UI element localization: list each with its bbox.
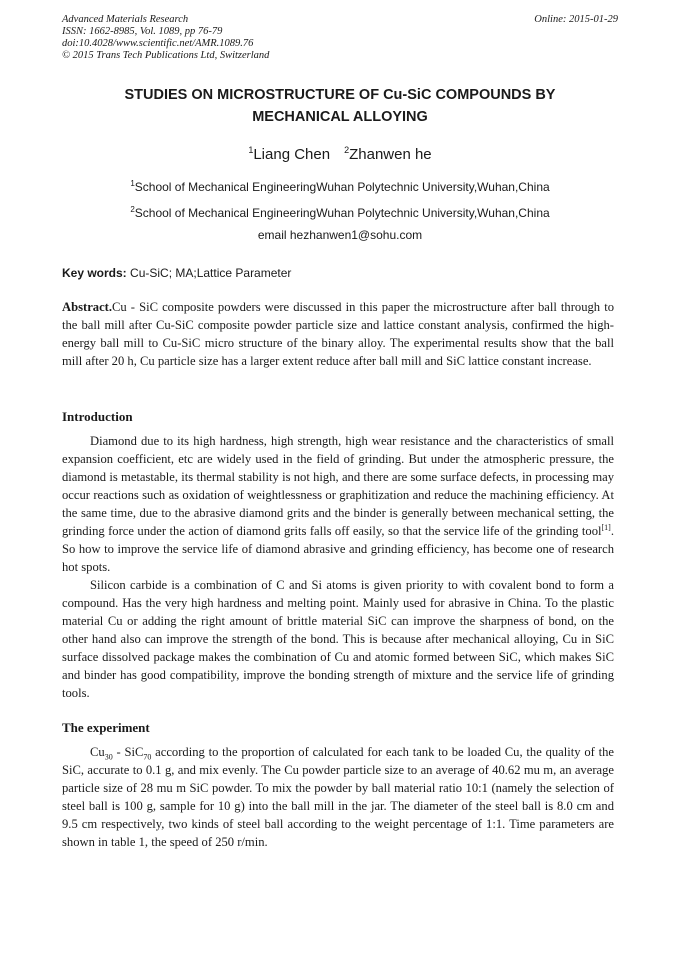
formula-cu-sub: 30	[104, 752, 113, 762]
introduction-body	[62, 432, 614, 702]
affiliation-2-sup: 2	[130, 205, 135, 214]
introduction-heading: Introduction	[62, 409, 133, 424]
experiment-paragraph-1	[62, 743, 614, 851]
abstract-text: Cu - SiC composite powders were discussed in this paper the microstructure after ball through to the ball mill after Cu-SiC composite powder particle size and lattice constant analysis, confirmed the high-energy ball mill to Cu-SiC micro structure of the binary alloy. The experimental results show that the ball mill after 20 h, Cu particle size has a larger extent reduce after ball mill and SiC lattice constant increase.	[62, 300, 614, 368]
introduction-paragraph-1	[62, 432, 614, 576]
author-2-name: Zhanwen he	[349, 146, 432, 163]
author-1-sup: 1	[248, 145, 254, 155]
author-1-name: Liang Chen	[253, 146, 331, 163]
title-line-2: MECHANICAL ALLOYING	[252, 109, 428, 125]
experiment-body	[62, 743, 614, 851]
formula-cu: Cu	[90, 745, 105, 759]
affiliation-1	[62, 176, 618, 195]
author-2	[344, 146, 432, 163]
journal-header	[62, 14, 618, 62]
affiliation-2-text: School of Mechanical EngineeringWuhan Polytechnic University,Wuhan,China	[134, 206, 550, 220]
paper-title	[62, 84, 618, 128]
experiment-p1-text: according to the proportion of calculated for each tank to be loaded Cu, the quality of the SiC, accurate to 0.1 g, and mix evenly. The Cu powder particle size to an average of 40.62 mu m, an average particle size of 28 mu m SiC powder. To mix the powder by ball material ratio 10:1 (namely the selection of steel ball is 100 g, sample for 10 g) into the ball mill in the jar. The diameter of the steel ball is 8.0 cm and 9.5 cm respectively, two kinds of steel ball according to the weight percentage of 1:1. Time parameters are shown in table 1, the speed of 250 r/min.	[62, 745, 614, 849]
online-date: Online: 2015-01-29	[534, 14, 618, 25]
experiment-heading: The experiment	[62, 720, 150, 735]
abstract-label: Abstract.	[62, 300, 113, 314]
keywords-text: Cu-SiC; MA;Lattice Parameter	[126, 266, 292, 280]
abstract	[62, 298, 614, 370]
title-line-1: STUDIES ON MICROSTRUCTURE OF Cu-SiC COMPOUNDS BY	[124, 87, 556, 103]
introduction-paragraph-2: Silicon carbide is a combination of C and Si atoms is given priority to with covalent bond to form a compound. Has the very high hardness and melting point. Mainly used for abrasive in China. To the plastic material Cu or adding the right amount of brittle material SiC can improve the sharpness of bond, on the other hand also can improve the strength of the bond. This is because after mechanical alloying, Cu in SiC surface dissolved package makes the combination of Cu and atomic formed between SiC, which makes SiC and binder has good compatibility, improve the bonding strength of mixture and the service life of grinding tools.	[62, 578, 614, 700]
keywords-label: Key words:	[62, 266, 127, 280]
affiliation-1-sup: 1	[130, 179, 135, 188]
keywords	[62, 265, 618, 281]
intro-p1-text-a: Diamond due to its high hardness, high strength, high wear resistance and the characteristics of small expansion coefficient, etc are widely used in the field of grinding. But under the atmospheric pressure, the diamond is metastable, its thermal stability is not high, and there are some surface defects, in processing may occur reactions such as oxidation of weightlessness or graphitization and reduce the machining efficiency. At the same time, due to the abrasive diamond grits and the binder is generally between mechanical setting, the grinding force under the action of diamond grits falls off easily, so that the service life of the grinding tool	[62, 434, 614, 538]
journal-name: Advanced Materials Research	[62, 14, 189, 25]
formula-sic-sub: 70	[143, 752, 152, 762]
affiliation-1-text: School of Mechanical EngineeringWuhan Polytechnic University,Wuhan,China	[134, 180, 550, 194]
author-list	[62, 140, 618, 165]
formula-sep: - SiC	[112, 745, 144, 759]
author-2-sup: 2	[344, 145, 350, 155]
author-email: email hezhanwen1@sohu.com	[257, 228, 423, 242]
citation-ref-1: [1]	[601, 522, 611, 532]
intro-p1-text-b: . So how to improve the service life of diamond abrasive and grinding efficiency, has become one of research hot spots.	[62, 524, 614, 574]
journal-copyright: © 2015 Trans Tech Publications Ltd, Switzerland	[62, 50, 270, 61]
affiliation-2	[62, 202, 618, 221]
author-1	[248, 146, 330, 163]
journal-doi: doi:10.4028/www.scientific.net/AMR.1089.76	[62, 38, 254, 49]
journal-issn: ISSN: 1662-8985, Vol. 1089, pp 76-79	[62, 26, 223, 37]
